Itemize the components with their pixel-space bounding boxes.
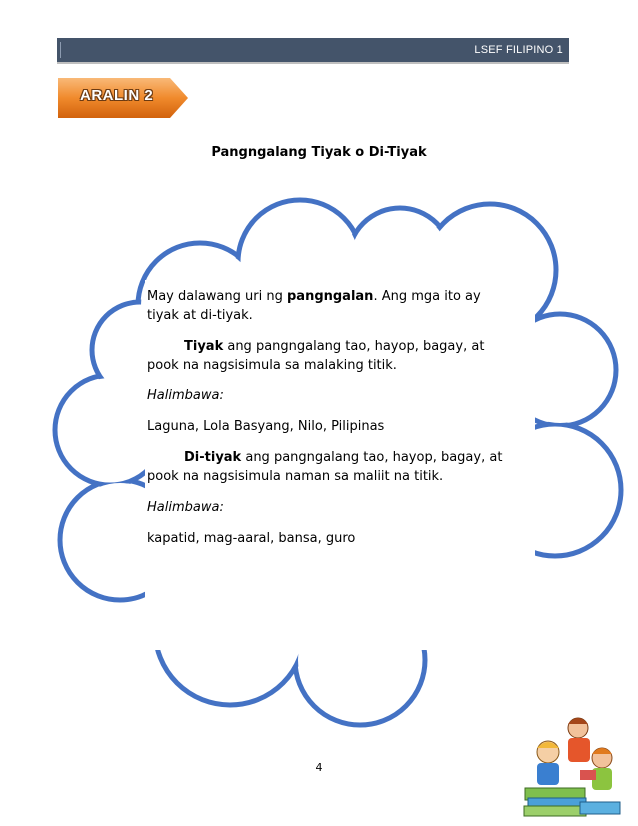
di-tiyak-definition: Di-tiyak ang pangngalang tao, hayop, bagay, at pook na nagsisimula naman sa maliit na titik. bbox=[147, 450, 503, 484]
page-number: 4 bbox=[315, 761, 323, 774]
lesson-content bbox=[147, 288, 512, 560]
example-items-1: Laguna, Lola Basyang, Nilo, Pilipinas bbox=[147, 419, 385, 435]
example-items-2: kapatid, mag-aaral, bansa, guro bbox=[147, 530, 356, 546]
example-label-1: Halimbawa: bbox=[147, 388, 224, 404]
example-label-2: Halimbawa: bbox=[147, 499, 224, 515]
tiyak-definition: Tiyak ang pangngalang tao, hayop, bagay, at pook na nagsisimula sa malaking titik. bbox=[147, 338, 485, 373]
page-title: Pangngalang Tiyak o Di-Tiyak bbox=[211, 145, 427, 160]
lesson-badge-label: ARALIN 2 bbox=[80, 87, 154, 104]
header-label: LSEF FILIPINO 1 bbox=[474, 44, 563, 56]
children-reading-books-icon bbox=[520, 710, 630, 820]
intro-paragraph: May dalawang uri ng pangngalan. Ang mga ito ay tiyak at di-tiyak. bbox=[147, 289, 481, 323]
